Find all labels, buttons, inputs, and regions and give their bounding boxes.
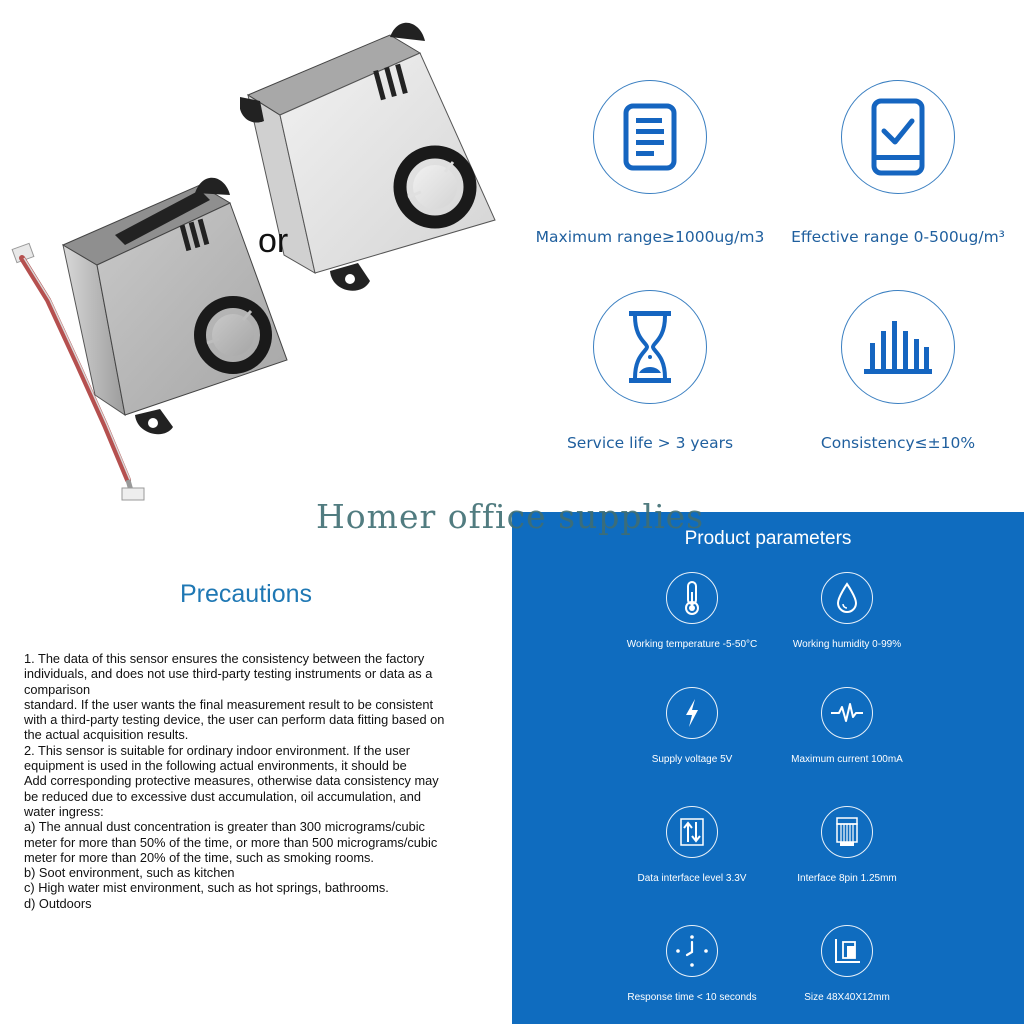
feature-circle <box>841 80 955 194</box>
feature-circle <box>841 290 955 404</box>
pulse-icon <box>829 701 865 725</box>
droplet-icon <box>835 582 859 614</box>
precaution-line: meter for more than 50% of the time, or more than 500 micrograms/cubic <box>24 834 438 850</box>
precaution-line: comparison <box>24 681 91 697</box>
param-circle <box>821 687 873 739</box>
precaution-line: be reduced due to excessive dust accumulation, oil accumulation, and <box>24 788 421 804</box>
product-image-area <box>0 0 512 505</box>
precaution-line: with a third-party testing device, the user can perform data fitting based on <box>24 712 445 728</box>
feature-consistency <box>778 290 1018 452</box>
precautions-section <box>0 512 512 1024</box>
precaution-line: Add corresponding protective measures, otherwise data consistency may <box>24 773 439 789</box>
product-parameters-panel <box>512 512 1024 1024</box>
param-working-humidity <box>747 572 947 650</box>
feature-effective-range <box>778 80 1018 246</box>
param-label: Data interface level 3.3V <box>637 873 747 884</box>
up-down-arrows-icon <box>678 816 706 848</box>
hourglass-icon <box>625 307 675 387</box>
param-circle <box>666 925 718 977</box>
param-interface-pins <box>747 806 947 884</box>
param-label: Supply voltage 5V <box>651 754 733 765</box>
param-label: Interface 8pin 1.25mm <box>797 873 897 884</box>
precaution-line: c) High water mist environment, such as hot springs, bathrooms. <box>24 880 389 896</box>
param-label: Size 48X40X12mm <box>804 992 890 1003</box>
feature-label: Maximum range≥1000ug/m3 <box>535 228 765 246</box>
feature-maximum-range <box>530 80 770 246</box>
parameters-title: Product parameters <box>684 528 852 549</box>
or-label: or <box>258 222 289 260</box>
precaution-line: a) The annual dust concentration is greater than 300 micrograms/cubic <box>24 819 425 835</box>
connector-icon <box>834 815 860 849</box>
param-circle <box>666 806 718 858</box>
clock-icon <box>675 934 709 968</box>
thermometer-icon <box>680 580 704 616</box>
param-circle <box>821 806 873 858</box>
feature-circle <box>593 290 707 404</box>
phone-check-icon <box>868 97 928 177</box>
precautions-text <box>24 651 504 911</box>
feature-label: Consistency≤±10% <box>820 434 976 452</box>
param-maximum-current <box>747 687 947 765</box>
precaution-line: standard. If the user wants the final measurement result to be consistent <box>24 696 434 712</box>
document-list-icon <box>620 102 680 172</box>
feature-label: Effective range 0-500ug/m³ <box>791 228 1005 246</box>
param-label: Response time < 10 seconds <box>627 992 757 1003</box>
bar-chart-icon <box>860 317 936 377</box>
precaution-line: individuals, and does not use third-party testing instruments or data as a <box>24 666 433 682</box>
watermark-text: Homer office supplies <box>316 497 705 536</box>
param-label: Working humidity 0-99% <box>792 639 902 650</box>
param-circle <box>666 572 718 624</box>
precaution-line: water ingress: <box>24 803 104 819</box>
feature-label: Service life > 3 years <box>566 434 734 452</box>
dimension-icon <box>832 936 862 966</box>
precaution-line: meter for more than 20% of the time, such as smoking rooms. <box>24 849 374 865</box>
precaution-line: b) Soot environment, such as kitchen <box>24 865 235 881</box>
param-label: Maximum current 100mA <box>791 754 903 765</box>
lightning-icon <box>682 697 702 729</box>
precautions-title: Precautions <box>179 580 313 608</box>
param-size <box>747 925 947 1003</box>
precaution-line: 2. This sensor is suitable for ordinary indoor environment. If the user <box>24 742 410 758</box>
feature-service-life <box>530 290 770 452</box>
precaution-line: equipment is used in the following actual environments, it should be <box>24 758 407 774</box>
precaution-line: d) Outdoors <box>24 895 92 911</box>
feature-circle <box>593 80 707 194</box>
precaution-line: 1. The data of this sensor ensures the consistency between the factory <box>24 651 425 666</box>
param-circle <box>821 572 873 624</box>
precaution-line: the actual acquisition results. <box>24 727 189 743</box>
param-circle <box>666 687 718 739</box>
param-label: Working temperature -5-50°C <box>626 639 758 650</box>
param-circle <box>821 925 873 977</box>
